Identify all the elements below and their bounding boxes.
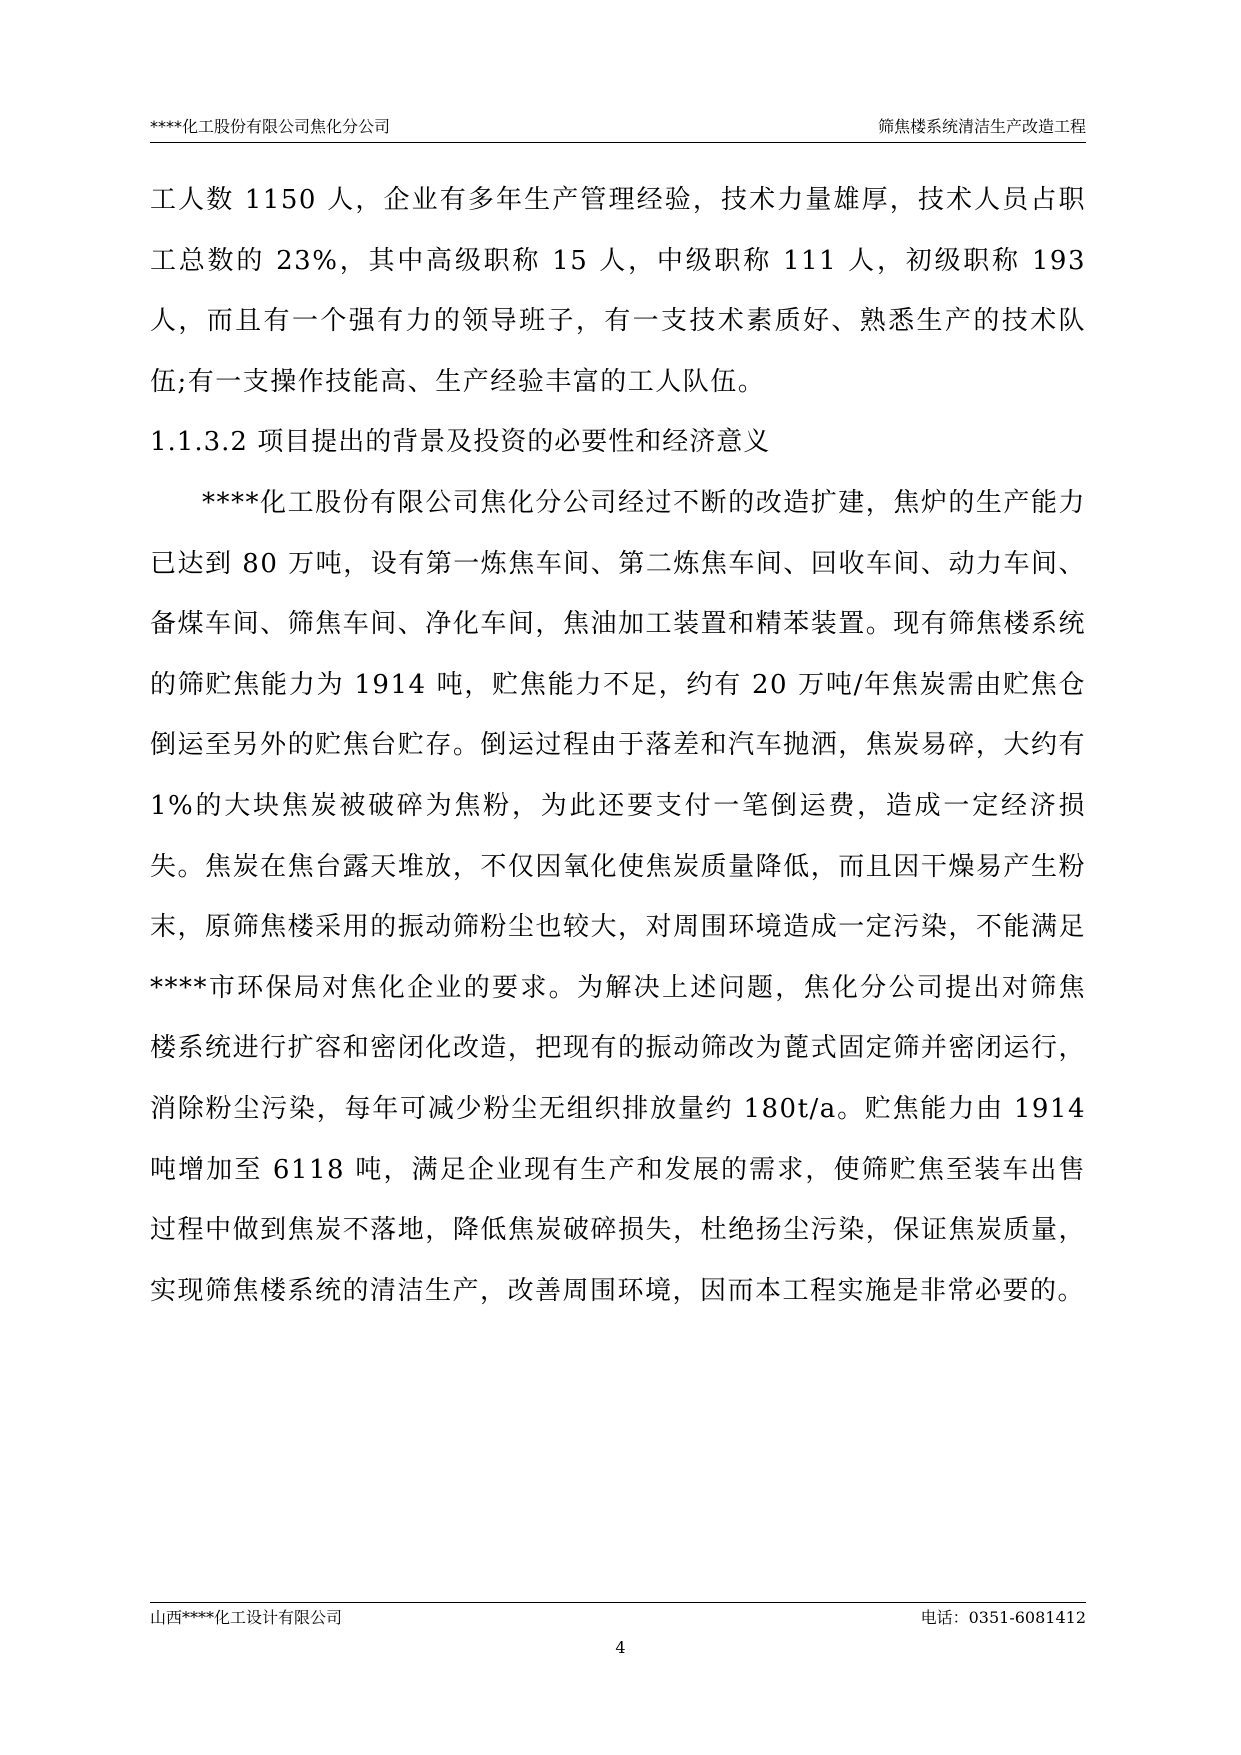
- header-divider: [150, 142, 1086, 143]
- footer-phone: 电话：0351-6081412: [920, 1608, 1086, 1627]
- header-company: ****化工股份有限公司焦化分公司: [150, 117, 391, 136]
- footer-divider: [150, 1602, 1086, 1603]
- header-project-title: 筛焦楼系统清洁生产改造工程: [877, 117, 1086, 136]
- paragraph-staff: 工人数 1150 人，企业有多年生产管理经验，技术力量雄厚，技术人员占职工总数的 23%，其中高级职称 15 人，中级职称 111 人，初级职称 193 人，而且有一个强有力的领导班子，有一支技术素质好、熟悉生产的技术队伍;有一支操作技能高、生产经验丰富的工人队伍。: [150, 185, 1086, 397]
- section-heading: 1.1.3.2 项目提出的背景及投资的必要性和经济意义: [150, 427, 771, 458]
- page-number: 4: [615, 1638, 626, 1657]
- footer-company: 山西****化工设计有限公司: [150, 1608, 343, 1627]
- document-body: [150, 170, 1086, 1321]
- paragraph-background: ****化工股份有限公司焦化分公司经过不断的改造扩建，焦炉的生产能力已达到 80 万吨，设有第一炼焦车间、第二炼焦车间、回收车间、动力车间、备煤车间、筛焦车间、净化车间，焦油加工装置和精苯装置。现有筛焦楼系统的筛贮焦能力为 1914 吨，贮焦能力不足，约有 20 万吨/年焦炭需由贮焦仓倒运至另外的贮焦台贮存。倒运过程由于落差和汽车抛洒，焦炭易碎，大约有 1%的大块焦炭被破碎为焦粉，为此还要支付一笔倒运费，造成一定经济损失。焦炭在焦台露天堆放，不仅因氧化使焦炭质量降低，而且因干燥易产生粉末，原筛焦楼采用的振动筛粉尘也较大，对周围环境造成一定污染，不能满足****市环保局对焦化企业的要求。为解决上述问题，焦化分公司提出对筛焦楼系统进行扩容和密闭化改造，把现有的振动筛改为蓖式固定筛并密闭运行，消除粉尘污染，每年可减少粉尘无组织排放量约 180t/a。贮焦能力由 1914 吨增加至 6118 吨，满足企业现有生产和发展的需求，使筛贮焦至装车出售过程中做到焦炭不落地，降低焦炭破碎损失，杜绝扬尘污染，保证焦炭质量，实现筛焦楼系统的清洁生产，改善周围环境，因而本工程实施是非常必要的。: [150, 487, 1086, 1306]
